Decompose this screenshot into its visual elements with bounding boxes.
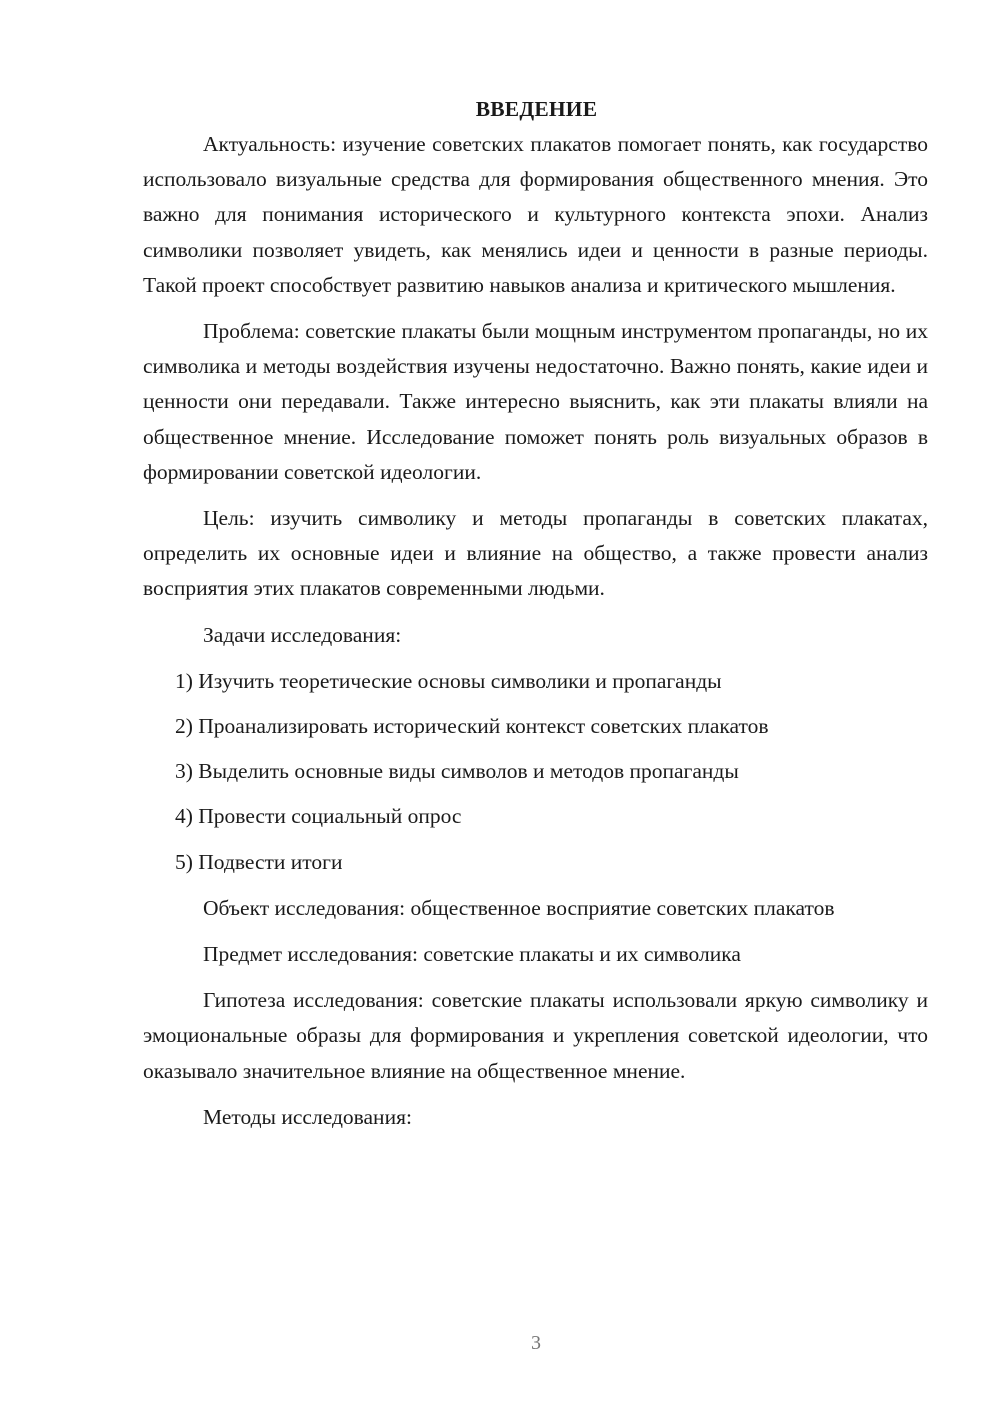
subject-paragraph: Предмет исследования: советские плакаты и их символика	[203, 942, 741, 967]
tasks-list	[143, 664, 928, 880]
goal-paragraph: Цель: изучить символику и методы пропаганды в советских плакатах, определить их основные идеи и влияние на общество, а также провести анализ восприятия этих плакатов современными людьми.	[143, 506, 928, 601]
list-item: 4) Провести социальный опрос	[175, 804, 462, 829]
page-title: ВВЕДЕНИЕ	[475, 97, 598, 121]
list-item: 1) Изучить теоретические основы символики и пропаганды	[175, 668, 722, 693]
list-item: 5) Подвести итоги	[175, 849, 343, 874]
methods-heading: Методы исследования:	[203, 1104, 412, 1129]
tasks-heading: Задачи исследования:	[203, 622, 402, 647]
problem-paragraph: Проблема: советские плакаты были мощным инструментом пропаганды, но их символика и методы воздействия изучены недостаточно. Важно понять, какие идеи и ценности они передавали. Также интересно выяснить, как эти плакаты влияли на общественное мнение. Исследование поможет понять роль визуальных образов в формировании советской идеологии.	[143, 319, 928, 484]
relevance-paragraph: Актуальность: изучение советских плакатов помогает понять, как государство использовало визуальные средства для формирования общественного мнения. Это важно для понимания исторического и культурного контекста эпохи. Анализ символики позволяет увидеть, как менялись идеи и ценности в разные периоды. Такой проект способствует развитию навыков анализа и критического мышления.	[143, 132, 928, 297]
hypothesis-paragraph: Гипотеза исследования: советские плакаты использовали яркую символику и эмоциональные образы для формирования и укрепления советской идеологии, что оказывало значительное влияние на общественное мнение.	[143, 988, 928, 1083]
list-item: 3) Выделить основные виды символов и методов пропаганды	[175, 759, 739, 784]
document-page	[143, 92, 928, 1135]
page-number: 3	[531, 1332, 541, 1354]
object-paragraph: Объект исследования: общественное восприятие советских плакатов	[203, 895, 835, 920]
list-item: 2) Проанализировать исторический контекст советских плакатов	[175, 714, 769, 739]
